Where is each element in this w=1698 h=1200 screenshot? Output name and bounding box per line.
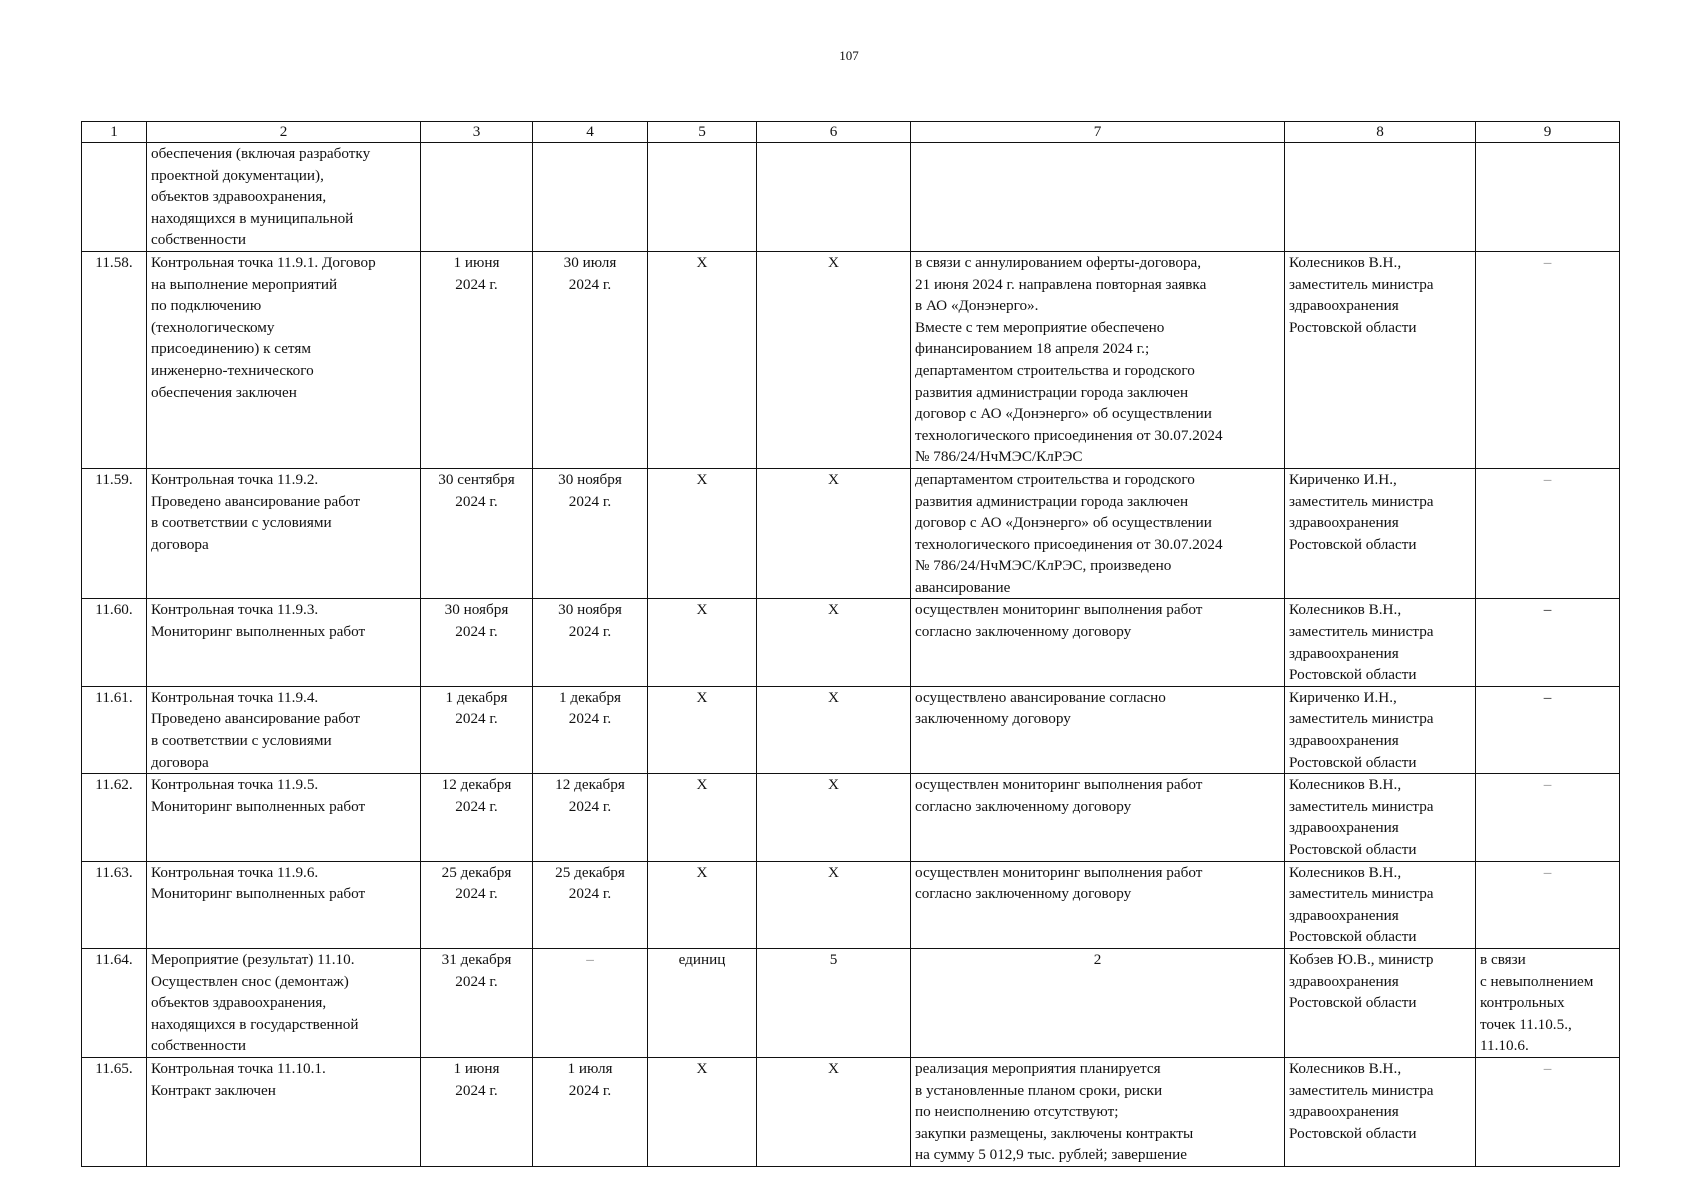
row-status: осуществлен мониторинг выполнения работ согласно заключенному договору: [911, 861, 1285, 948]
row-responsible: Колесников В.Н., заместитель министра здравоохранения Ростовской области: [1285, 774, 1476, 861]
row-note: –: [1476, 468, 1620, 599]
row-note: [1476, 143, 1620, 252]
row-note: –: [1476, 686, 1620, 773]
row-number: 11.60.: [82, 599, 147, 686]
row-unit: Х: [648, 599, 757, 686]
row-responsible: Колесников В.Н., заместитель министра здравоохранения Ростовской области: [1285, 599, 1476, 686]
row-status: департаментом строительства и городского развития администрации города заключен договор с АО «Донэнерго» об осуществлении технологического присоединения от 30.07.2024 № 786/24/НчМЭС/КлРЭС, произведено авансирование: [911, 468, 1285, 599]
row-name: Мероприятие (результат) 11.10. Осуществлен снос (демонтаж) объектов здравоохранения, находящихся в государственной собственности: [147, 948, 421, 1057]
row-responsible: Кириченко И.Н., заместитель министра здравоохранения Ростовской области: [1285, 468, 1476, 599]
column-header: 3: [421, 122, 533, 143]
row-unit: Х: [648, 686, 757, 773]
row-unit: единиц: [648, 948, 757, 1057]
row-value: [757, 143, 911, 252]
row-status: осуществлен мониторинг выполнения работ согласно заключенному договору: [911, 599, 1285, 686]
row-date-fact: 1 июля 2024 г.: [533, 1057, 648, 1166]
row-number: 11.58.: [82, 251, 147, 468]
row-number: 11.61.: [82, 686, 147, 773]
row-responsible: Кириченко И.Н., заместитель министра здравоохранения Ростовской области: [1285, 686, 1476, 773]
row-unit: Х: [648, 468, 757, 599]
report-table: [81, 121, 1620, 1167]
row-number: 11.64.: [82, 948, 147, 1057]
row-responsible: Колесников В.Н., заместитель министра здравоохранения Ростовской области: [1285, 861, 1476, 948]
table-row: [82, 686, 1620, 773]
table-row: [82, 468, 1620, 599]
row-note: –: [1476, 599, 1620, 686]
table-row: [82, 774, 1620, 861]
row-unit: Х: [648, 251, 757, 468]
row-date-plan: 1 декабря 2024 г.: [421, 686, 533, 773]
row-name: Контрольная точка 11.9.6. Мониторинг выполненных работ: [147, 861, 421, 948]
row-value: Х: [757, 774, 911, 861]
table-row: [82, 251, 1620, 468]
row-value: Х: [757, 468, 911, 599]
row-status: осуществлено авансирование согласно заключенному договору: [911, 686, 1285, 773]
row-date-fact: 25 декабря 2024 г.: [533, 861, 648, 948]
row-date-fact: [533, 143, 648, 252]
row-unit: Х: [648, 861, 757, 948]
row-note: –: [1476, 251, 1620, 468]
row-unit: Х: [648, 774, 757, 861]
table-row: [82, 143, 1620, 252]
row-number: [82, 143, 147, 252]
column-number-row: [82, 122, 1620, 143]
row-value: Х: [757, 686, 911, 773]
row-number: 11.59.: [82, 468, 147, 599]
row-date-plan: [421, 143, 533, 252]
row-responsible: [1285, 143, 1476, 252]
row-number: 11.62.: [82, 774, 147, 861]
row-date-fact: –: [533, 948, 648, 1057]
row-value: 5: [757, 948, 911, 1057]
column-header: 7: [911, 122, 1285, 143]
row-date-plan: 31 декабря 2024 г.: [421, 948, 533, 1057]
column-header: 9: [1476, 122, 1620, 143]
row-status: 2: [911, 948, 1285, 1057]
row-name: Контрольная точка 11.9.5. Мониторинг выполненных работ: [147, 774, 421, 861]
row-status: осуществлен мониторинг выполнения работ согласно заключенному договору: [911, 774, 1285, 861]
row-date-plan: 1 июня 2024 г.: [421, 1057, 533, 1166]
row-status: реализация мероприятия планируется в установленные планом сроки, риски по неисполнению отсутствуют; закупки размещены, заключены контракты на сумму 5 012,9 тыс. рублей; завершение: [911, 1057, 1285, 1166]
row-note: –: [1476, 1057, 1620, 1166]
row-date-fact: 30 ноября 2024 г.: [533, 468, 648, 599]
table-row: [82, 948, 1620, 1057]
row-name: обеспечения (включая разработку проектной документации), объектов здравоохранения, находящихся в муниципальной собственности: [147, 143, 421, 252]
row-responsible: Кобзев Ю.В., министр здравоохранения Ростовской области: [1285, 948, 1476, 1057]
row-note: в связи с невыполнением контрольных точек 11.10.5., 11.10.6.: [1476, 948, 1620, 1057]
row-unit: Х: [648, 1057, 757, 1166]
row-name: Контрольная точка 11.9.2. Проведено авансирование работ в соответствии с условиями договора: [147, 468, 421, 599]
table-row: [82, 861, 1620, 948]
row-value: Х: [757, 1057, 911, 1166]
row-name: Контрольная точка 11.9.1. Договор на выполнение мероприятий по подключению (технологическому присоединению) к сетям инженерно-технического обеспечения заключен: [147, 251, 421, 468]
row-date-fact: 30 июля 2024 г.: [533, 251, 648, 468]
row-date-fact: 1 декабря 2024 г.: [533, 686, 648, 773]
column-header: 2: [147, 122, 421, 143]
table-body: [82, 143, 1620, 1167]
column-header: 5: [648, 122, 757, 143]
row-name: Контрольная точка 11.9.3. Мониторинг выполненных работ: [147, 599, 421, 686]
row-value: Х: [757, 599, 911, 686]
row-date-plan: 1 июня 2024 г.: [421, 251, 533, 468]
row-status: [911, 143, 1285, 252]
row-number: 11.63.: [82, 861, 147, 948]
column-header: 4: [533, 122, 648, 143]
column-header: 6: [757, 122, 911, 143]
row-responsible: Колесников В.Н., заместитель министра здравоохранения Ростовской области: [1285, 251, 1476, 468]
row-value: Х: [757, 861, 911, 948]
row-unit: [648, 143, 757, 252]
row-note: –: [1476, 861, 1620, 948]
row-date-plan: 12 декабря 2024 г.: [421, 774, 533, 861]
row-number: 11.65.: [82, 1057, 147, 1166]
table-row: [82, 599, 1620, 686]
row-status: в связи с аннулированием оферты-договора, 21 июня 2024 г. направлена повторная заявка в АО «Донэнерго». Вместе с тем мероприятие обеспечено финансированием 18 апреля 2024 г.; департаментом строительства и городского развития администрации города заключен договор с АО «Донэнерго» об осуществлении технологического присоединения от 30.07.2024 № 786/24/НчМЭС/КлРЭС: [911, 251, 1285, 468]
column-header: 8: [1285, 122, 1476, 143]
row-date-plan: 25 декабря 2024 г.: [421, 861, 533, 948]
row-name: Контрольная точка 11.10.1. Контракт заключен: [147, 1057, 421, 1166]
row-responsible: Колесников В.Н., заместитель министра здравоохранения Ростовской области: [1285, 1057, 1476, 1166]
row-note: –: [1476, 774, 1620, 861]
row-date-fact: 12 декабря 2024 г.: [533, 774, 648, 861]
table-row: [82, 1057, 1620, 1166]
page-number: 107: [839, 48, 859, 63]
row-value: Х: [757, 251, 911, 468]
row-name: Контрольная точка 11.9.4. Проведено авансирование работ в соответствии с условиями договора: [147, 686, 421, 773]
row-date-plan: 30 сентября 2024 г.: [421, 468, 533, 599]
row-date-fact: 30 ноября 2024 г.: [533, 599, 648, 686]
row-date-plan: 30 ноября 2024 г.: [421, 599, 533, 686]
column-header: 1: [82, 122, 147, 143]
